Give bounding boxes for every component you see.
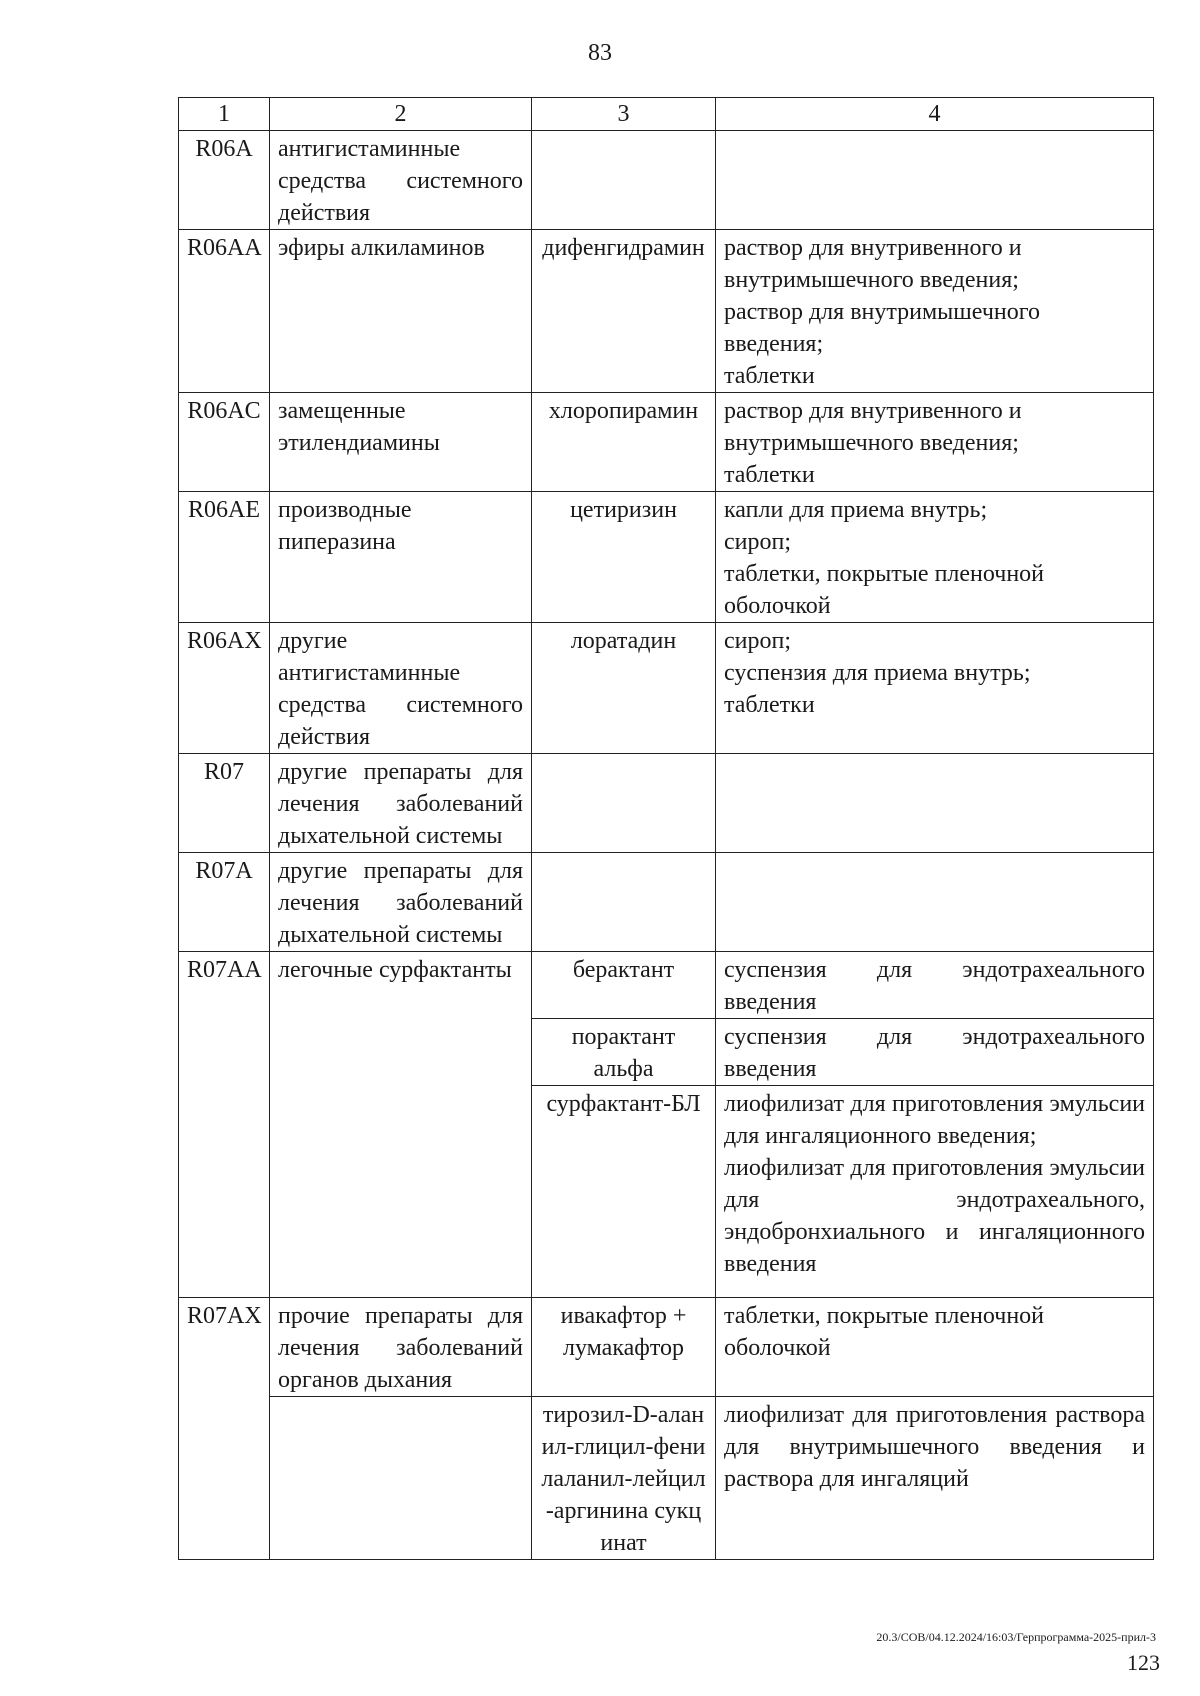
atc-group: замещенные этилендиамины (270, 393, 532, 492)
dosage-forms (716, 492, 1154, 623)
atc-group: другие препараты для лечения заболеваний дыхательной системы (270, 754, 532, 853)
atc-group: легочные сурфактанты (270, 952, 532, 1298)
dosage-forms (716, 1086, 1154, 1298)
dosage-forms (716, 952, 1154, 1019)
dosage-form: лиофилизат для приготовления эмульсии для ингаляционного введения; (724, 1091, 1145, 1149)
atc-group: эфиры алкиламинов (270, 230, 532, 393)
medication-table (178, 97, 1154, 1560)
atc-code: R06A (179, 131, 270, 230)
atc-group: антигистаминные средства системного действия (270, 131, 532, 230)
dosage-forms (716, 131, 1154, 230)
atc-code: R06AC (179, 393, 270, 492)
dosage-form: сироп; (724, 529, 792, 555)
dosage-form: суспензия для эндотрахеального введения (724, 1024, 1145, 1082)
table-row (179, 853, 1154, 952)
header-cell: 3 (532, 98, 716, 131)
dosage-form: суспензия для приема внутрь; (724, 660, 1031, 686)
dosage-form: таблетки (724, 692, 815, 718)
drug-name: дифенгидрамин (532, 230, 716, 393)
dosage-form: раствор для внутримышечного введения; (724, 299, 1040, 357)
document-reference: 20.3/СОВ/04.12.2024/16:03/Герпрограмма-2025-прил-3 (876, 1630, 1156, 1644)
table-row (179, 1397, 1154, 1560)
dosage-form: капли для приема внутрь; (724, 497, 988, 523)
drug-name: порактант альфа (532, 1019, 716, 1086)
table-row (179, 492, 1154, 623)
dosage-forms (716, 1397, 1154, 1560)
atc-code: R06AA (179, 230, 270, 393)
dosage-form: таблетки (724, 462, 815, 488)
dosage-form: лиофилизат для приготовления эмульсии для эндотрахеального, эндобронхиального и ингаляционного введения (724, 1155, 1145, 1277)
dosage-forms (716, 1298, 1154, 1397)
header-cell: 4 (716, 98, 1154, 131)
drug-name (532, 131, 716, 230)
drug-name: тирозил-D-аланил-глицил-фенилаланил-лейцил-аргинина сукцинат (532, 1397, 716, 1560)
dosage-form: таблетки (724, 363, 815, 389)
dosage-form: лиофилизат для приготовления раствора для внутримышечного введения и раствора для ингаляций (724, 1402, 1145, 1492)
table-row (179, 754, 1154, 853)
dosage-form: суспензия для эндотрахеального введения (724, 957, 1145, 1015)
drug-name (532, 754, 716, 853)
atc-group: другие препараты для лечения заболеваний дыхательной системы (270, 853, 532, 952)
dosage-form: таблетки, покрытые пленочной оболочкой (724, 561, 1045, 619)
table-row (179, 952, 1154, 1019)
drug-name: цетиризин (532, 492, 716, 623)
drug-name: сурфактант-БЛ (532, 1086, 716, 1298)
table-row (179, 393, 1154, 492)
atc-code: R06AX (179, 623, 270, 754)
atc-code: R07A (179, 853, 270, 952)
atc-group (270, 1397, 532, 1560)
table-row (179, 131, 1154, 230)
drug-name (532, 853, 716, 952)
dosage-forms (716, 393, 1154, 492)
atc-code: R07AX (179, 1298, 270, 1560)
drug-name: хлоропирамин (532, 393, 716, 492)
dosage-form: раствор для внутривенного и внутримышечного введения; (724, 235, 1022, 293)
dosage-forms (716, 754, 1154, 853)
atc-group: производные пиперазина (270, 492, 532, 623)
page-number: 83 (588, 40, 612, 66)
atc-code: R07 (179, 754, 270, 853)
atc-group: прочие препараты для лечения заболеваний органов дыхания (270, 1298, 532, 1397)
atc-code: R07AA (179, 952, 270, 1298)
header-cell: 1 (179, 98, 270, 131)
drug-name: ивакафтор + лумакафтор (532, 1298, 716, 1397)
header-row (179, 98, 1154, 131)
dosage-form: сироп; (724, 628, 792, 654)
dosage-forms (716, 230, 1154, 393)
table-row (179, 623, 1154, 754)
dosage-form: таблетки, покрытые пленочной оболочкой (724, 1303, 1045, 1361)
dosage-form: раствор для внутривенного и внутримышечного введения; (724, 398, 1022, 456)
atc-group: другие антигистаминные средства системного действия (270, 623, 532, 754)
dosage-forms (716, 853, 1154, 952)
footer-page-number: 123 (1127, 1650, 1160, 1675)
header-cell: 2 (270, 98, 532, 131)
drug-name: лоратадин (532, 623, 716, 754)
dosage-forms (716, 623, 1154, 754)
drug-name: берактант (532, 952, 716, 1019)
table-row (179, 230, 1154, 393)
atc-code: R06AE (179, 492, 270, 623)
table-row (179, 1298, 1154, 1397)
dosage-forms (716, 1019, 1154, 1086)
